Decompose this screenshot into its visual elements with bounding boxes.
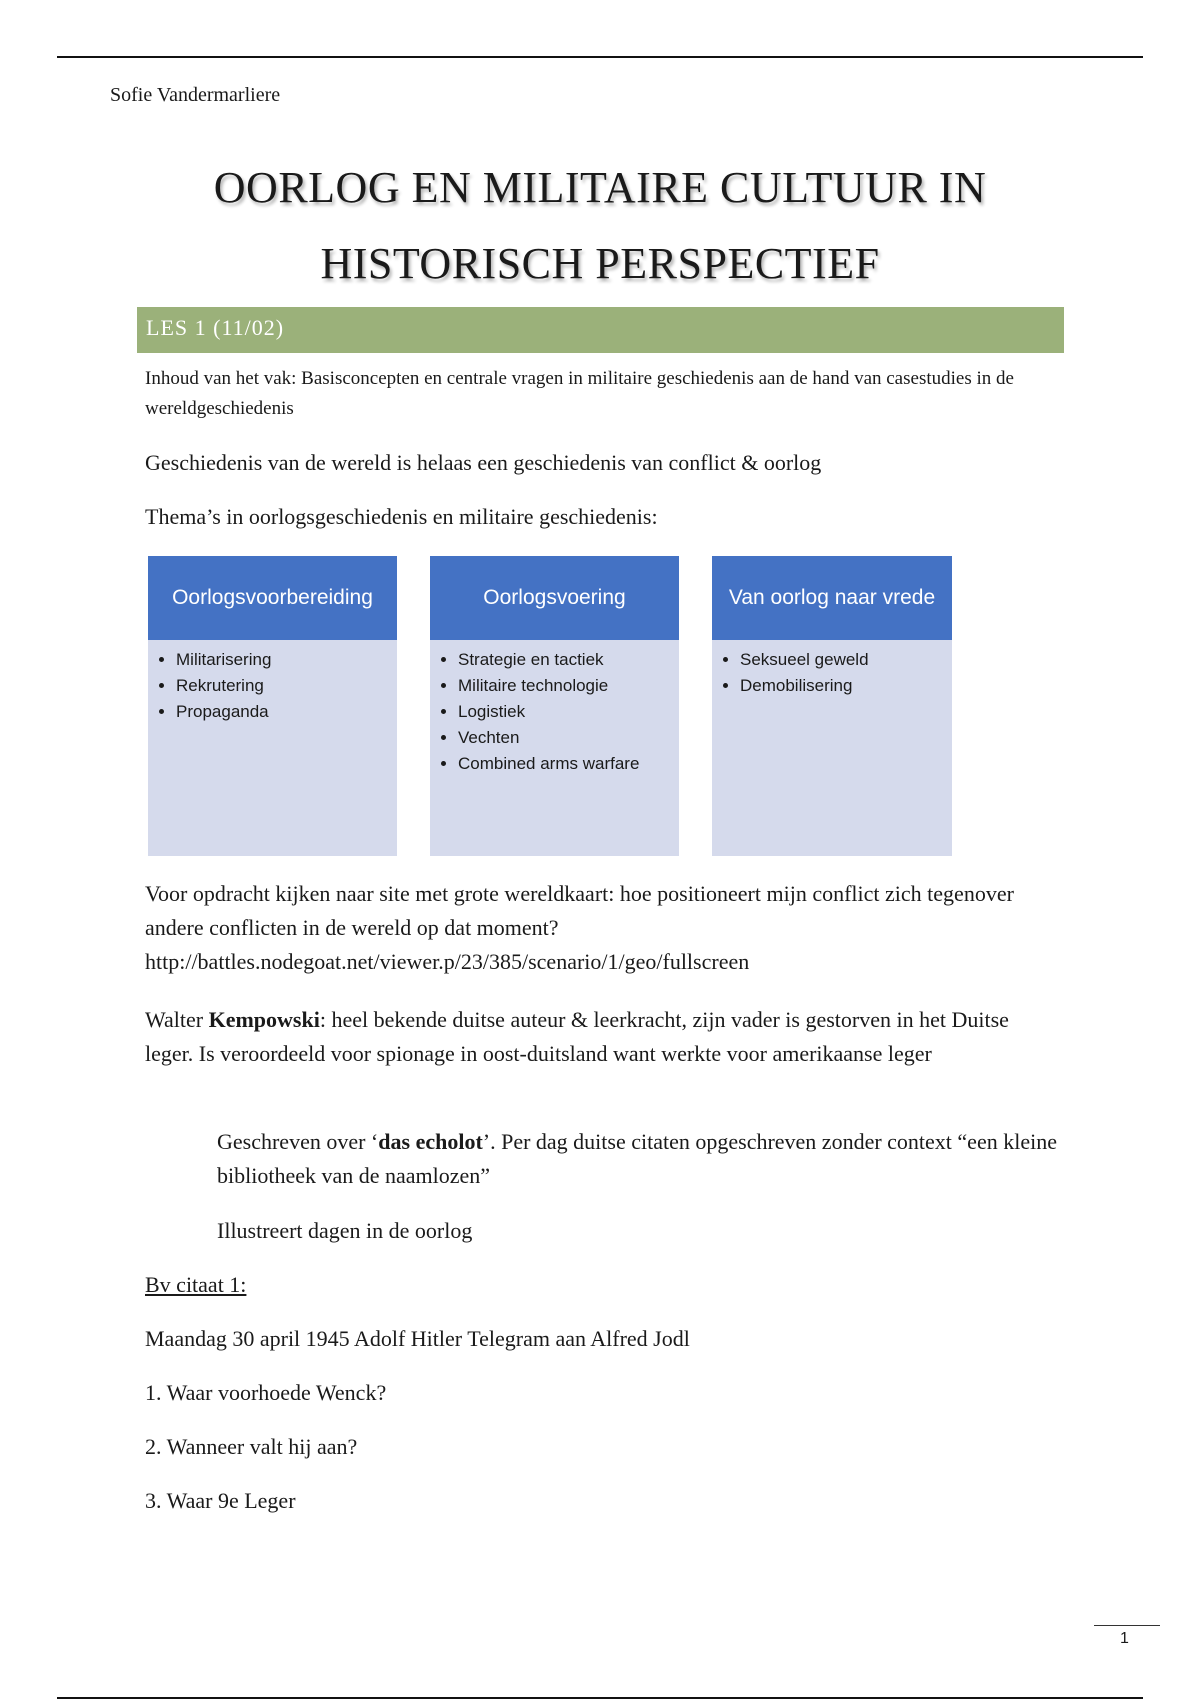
paragraph-history: Geschiedenis van de wereld is helaas een geschiedenis van conflict & oorlog <box>145 450 822 475</box>
theme-item: • Propaganda <box>176 699 397 725</box>
theme-item: • Seksueel geweld <box>740 647 952 673</box>
theme-item: • Combined arms warfare <box>458 751 679 777</box>
theme-header-3: Van oorlog naar vrede <box>712 556 952 640</box>
kempowski-name: Kempowski <box>208 1007 320 1032</box>
theme-item: • Strategie en tactiek <box>458 647 679 673</box>
theme-column-1 <box>148 556 397 856</box>
echolot-title: das echolot <box>378 1129 483 1154</box>
paragraph-kempowski: Walter Kempowski: heel bekende duitse auteur & leerkracht, zijn vader is gestorven in het Duitse leger. Is veroordeeld voor spionage in oost-duitsland want werkte voor amerikaanse leger <box>145 1007 1009 1066</box>
title-line-1: OORLOG EN MILITAIRE CULTUUR IN <box>213 163 987 212</box>
list-item: 2. Wanneer valt hij aan? <box>145 1434 358 1459</box>
theme-column-3 <box>712 556 952 856</box>
theme-column-2 <box>430 556 679 856</box>
theme-header-2: Oorlogsvoering <box>430 556 679 640</box>
list-item: 1. Waar voorhoede Wenck? <box>145 1380 387 1405</box>
theme-item: • Militarisering <box>176 647 397 673</box>
theme-list-1 <box>148 640 397 725</box>
theme-item: • Vechten <box>458 725 679 751</box>
page-title <box>0 150 1200 302</box>
theme-list-2 <box>430 640 679 777</box>
list-item: 3. Waar 9e Leger <box>145 1488 296 1513</box>
theme-item: • Demobilisering <box>740 673 952 699</box>
quote-source-line: Maandag 30 april 1945 Adolf Hitler Telegram aan Alfred Jodl <box>145 1326 690 1351</box>
theme-item: • Logistiek <box>458 699 679 725</box>
theme-item: • Rekrutering <box>176 673 397 699</box>
section-heading: LES 1 (11/02) <box>137 307 1064 353</box>
title-line-2: HISTORISCH PERSPECTIEF <box>320 239 880 288</box>
quote-illustrates: Illustreert dagen in de oorlog <box>217 1218 473 1243</box>
quote-label: Bv citaat 1: <box>145 1272 247 1297</box>
theme-header-1: Oorlogsvoorbereiding <box>148 556 397 640</box>
bottom-rule <box>57 1697 1143 1699</box>
page-number: 1 <box>1120 1630 1129 1647</box>
author-name: Sofie Vandermarliere <box>110 84 281 106</box>
course-intro: Inhoud van het vak: Basisconcepten en centrale vragen in militaire geschiedenis aan de hand van casestudies in de wereldgeschiedenis <box>145 368 1014 419</box>
quote-echolot: Geschreven over ‘das echolot’. Per dag duitse citaten opgeschreven zonder context “een kleine bibliotheek van de naamlozen” <box>217 1129 1057 1188</box>
theme-list-3 <box>712 640 952 699</box>
theme-item: • Militaire technologie <box>458 673 679 699</box>
paragraph-themes-intro: Thema’s in oorlogsgeschiedenis en militaire geschiedenis: <box>145 504 658 529</box>
top-rule <box>57 56 1143 58</box>
paragraph-assignment: Voor opdracht kijken naar site met grote wereldkaart: hoe positioneert mijn conflict zich tegenover andere conflicten in de wereld op dat moment? http://battles.nodegoat.net/viewer.p/23/385/scenario/1/geo/fullscreen <box>145 881 1014 974</box>
footer-rule <box>1094 1625 1160 1626</box>
